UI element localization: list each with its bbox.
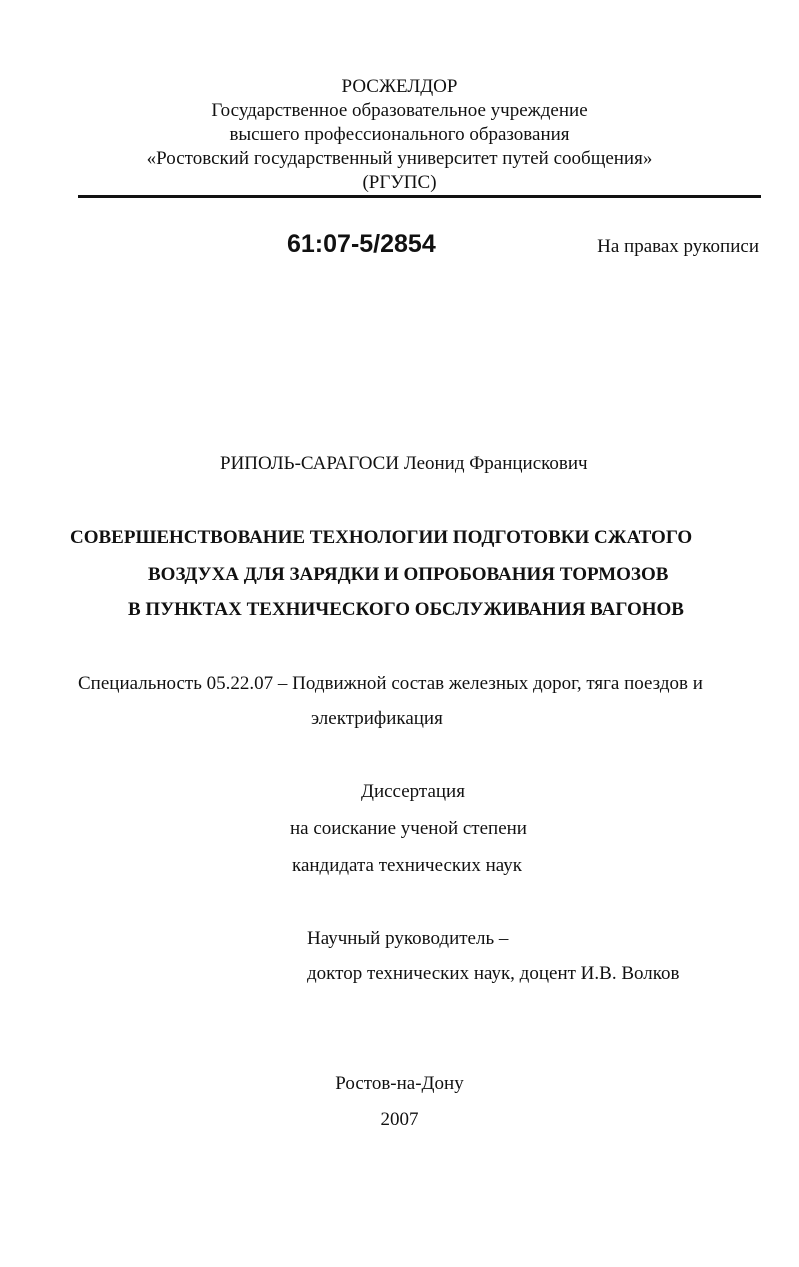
degree-line-1: Диссертация (361, 781, 465, 802)
specialty-line-1: Специальность 05.22.07 – Подвижной состав железных дорог, тяга поездов и (78, 673, 703, 694)
institution-line-2: высшего профессионального образования (229, 124, 570, 145)
city: Ростов-на-Дону (335, 1073, 464, 1094)
institution-line-1: Государственное образовательное учреждение (211, 100, 588, 121)
degree-line-2: на соискание ученой степени (290, 818, 527, 839)
institution-line-3: «Ростовский государственный университет путей сообщения» (146, 148, 653, 169)
advisor-name: доктор технических наук, доцент И.В. Волков (307, 963, 680, 984)
manuscript-note: На правах рукописи (597, 236, 759, 257)
catalog-code: 61:07-5/2854 (287, 230, 436, 258)
year: 2007 (380, 1109, 419, 1130)
agency-name: РОСЖЕЛДОР (341, 76, 458, 97)
specialty-line-2: электрификация (311, 708, 443, 729)
institution-abbr: (РГУПС) (362, 172, 437, 193)
advisor-label: Научный руководитель – (307, 928, 509, 949)
header-divider (78, 195, 761, 198)
degree-line-3: кандидата технических наук (292, 855, 522, 876)
author-name: РИПОЛЬ-САРАГОСИ Леонид Францискович (220, 453, 588, 474)
title-line-2: ВОЗДУХА ДЛЯ ЗАРЯДКИ И ОПРОБОВАНИЯ ТОРМОЗОВ (148, 564, 669, 585)
title-line-1: СОВЕРШЕНСТВОВАНИЕ ТЕХНОЛОГИИ ПОДГОТОВКИ СЖАТОГО (70, 527, 693, 548)
title-line-3: В ПУНКТАХ ТЕХНИЧЕСКОГО ОБСЛУЖИВАНИЯ ВАГОНОВ (128, 599, 684, 620)
